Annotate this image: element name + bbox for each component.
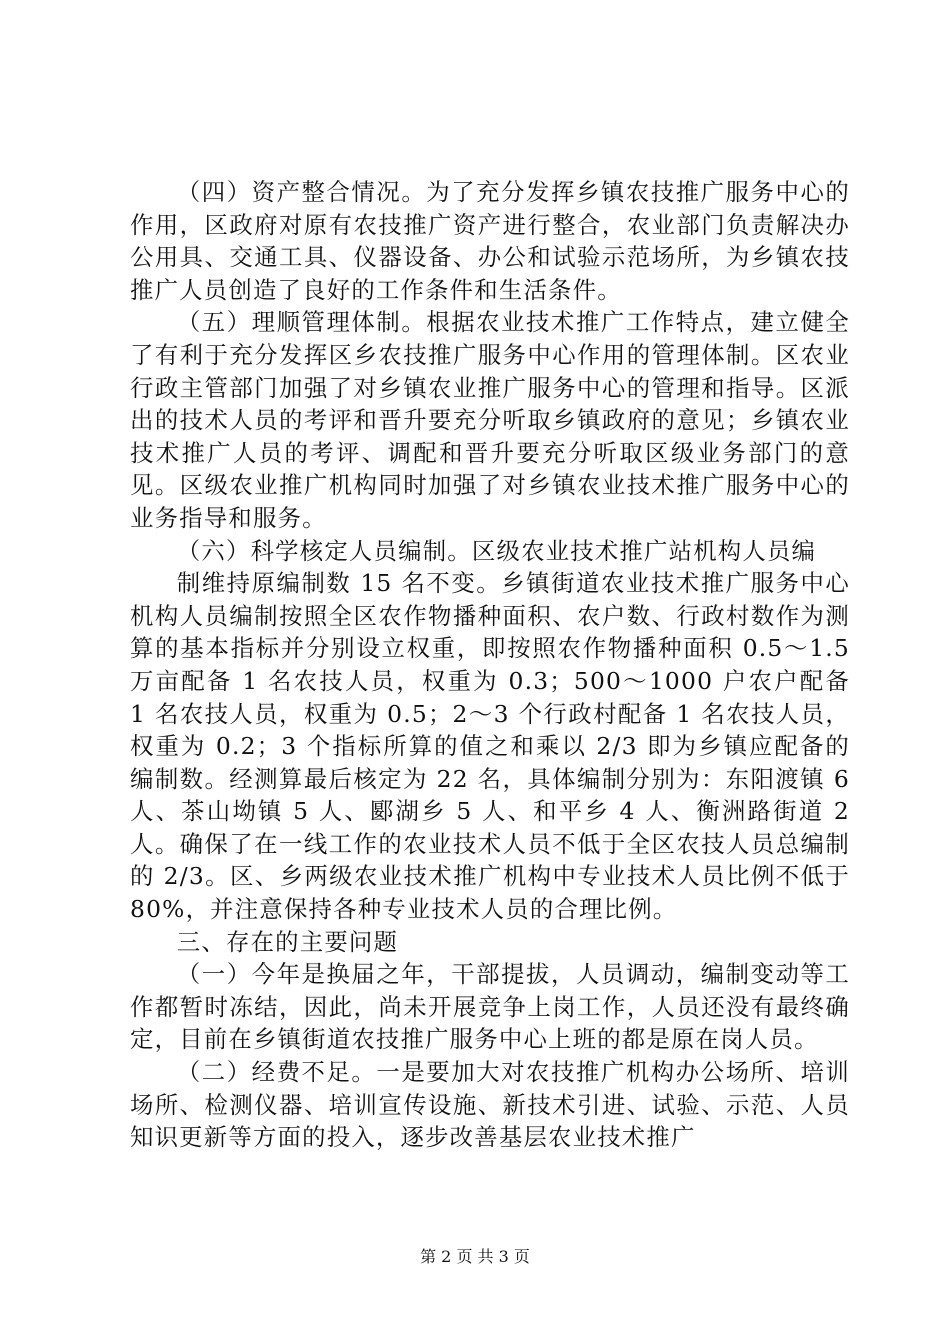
paragraph-staffing-detail: 制维持原编制数 15 名不变。乡镇街道农业技术推广服务中心机构人员编制按照全区农作物播种面积、农户数、行政村数作为测算的基本指标并分别设立权重，即按照农作物播种面积 0.5～1.5 万亩配备 1 名农技人员，权重为 0.3；500～1000 户农户配备 1 名农技人员，权重为 0.5；2～3 个行政村配备 1 名农技人员，权重为 0.2；3 个指标所算的值之和乘以 2/3 即为乡镇应配备的编制数。经测算最后核定为 22 名，具体编制分别为：东阳渡镇 6 人、茶山坳镇 5 人、郾湖乡 5 人、和平乡 4 人、衡洲路街道 2 人。确保了在一线工作的农业技术人员不低于全区农技人员总编制的 2/3。区、乡两级农业技术推广机构中专业技术人员比例不低于 80%，并注意保持各种专业技术人员的合理比例。 — [130, 569, 850, 924]
paragraph-problem-one: （一）今年是换届之年，干部提拔，人员调动，编制变动等工作都暂时冻结，因此，尚未开展竞争上岗工作，人员还没有最终确定，目前在乡镇街道农技推广服务中心上班的都是原在岗人员。 — [130, 960, 850, 1054]
page-number-footer: 第 2 页 共 3 页 — [420, 1247, 530, 1266]
paragraph-assets-integration: （四）资产整合情况。为了充分发挥乡镇农技推广服务中心的作用，区政府对原有农技推广资产进行整合，农业部门负责解决办公用具、交通工具、仪器设备、办公和试验示范场所，为乡镇农技推广人员创造了良好的工作条件和生活条件。 — [130, 178, 850, 304]
paragraph-staffing-heading: （六）科学核定人员编制。区级农业技术推广站机构人员编 — [176, 536, 817, 565]
paragraph-management-system: （五）理顺管理体制。根据农业技术推广工作特点，建立健全了有利于充分发挥区乡农技推广服务中心作用的管理体制。区农业行政主管部门加强了对乡镇农业推广服务中心的管理和指导。区派出的技术人员的考评和晋升要充分听取乡镇政府的意见；乡镇农业技术推广人员的考评、调配和晋升要充分听取区级业务部门的意见。区级农业推广机构同时加强了对乡镇农业技术推广服务中心的业务指导和服务。 — [130, 308, 850, 532]
paragraph-problem-two: （二）经费不足。一是要加大对农技推广机构办公场所、培训场所、检测仪器、培训宣传设施、新技术引进、试验、示范、人员知识更新等方面的投入，逐步改善基层农业技术推广 — [130, 1058, 850, 1152]
document-body — [130, 176, 850, 1154]
section-heading-main-problems: 三、存在的主要问题 — [176, 927, 399, 956]
